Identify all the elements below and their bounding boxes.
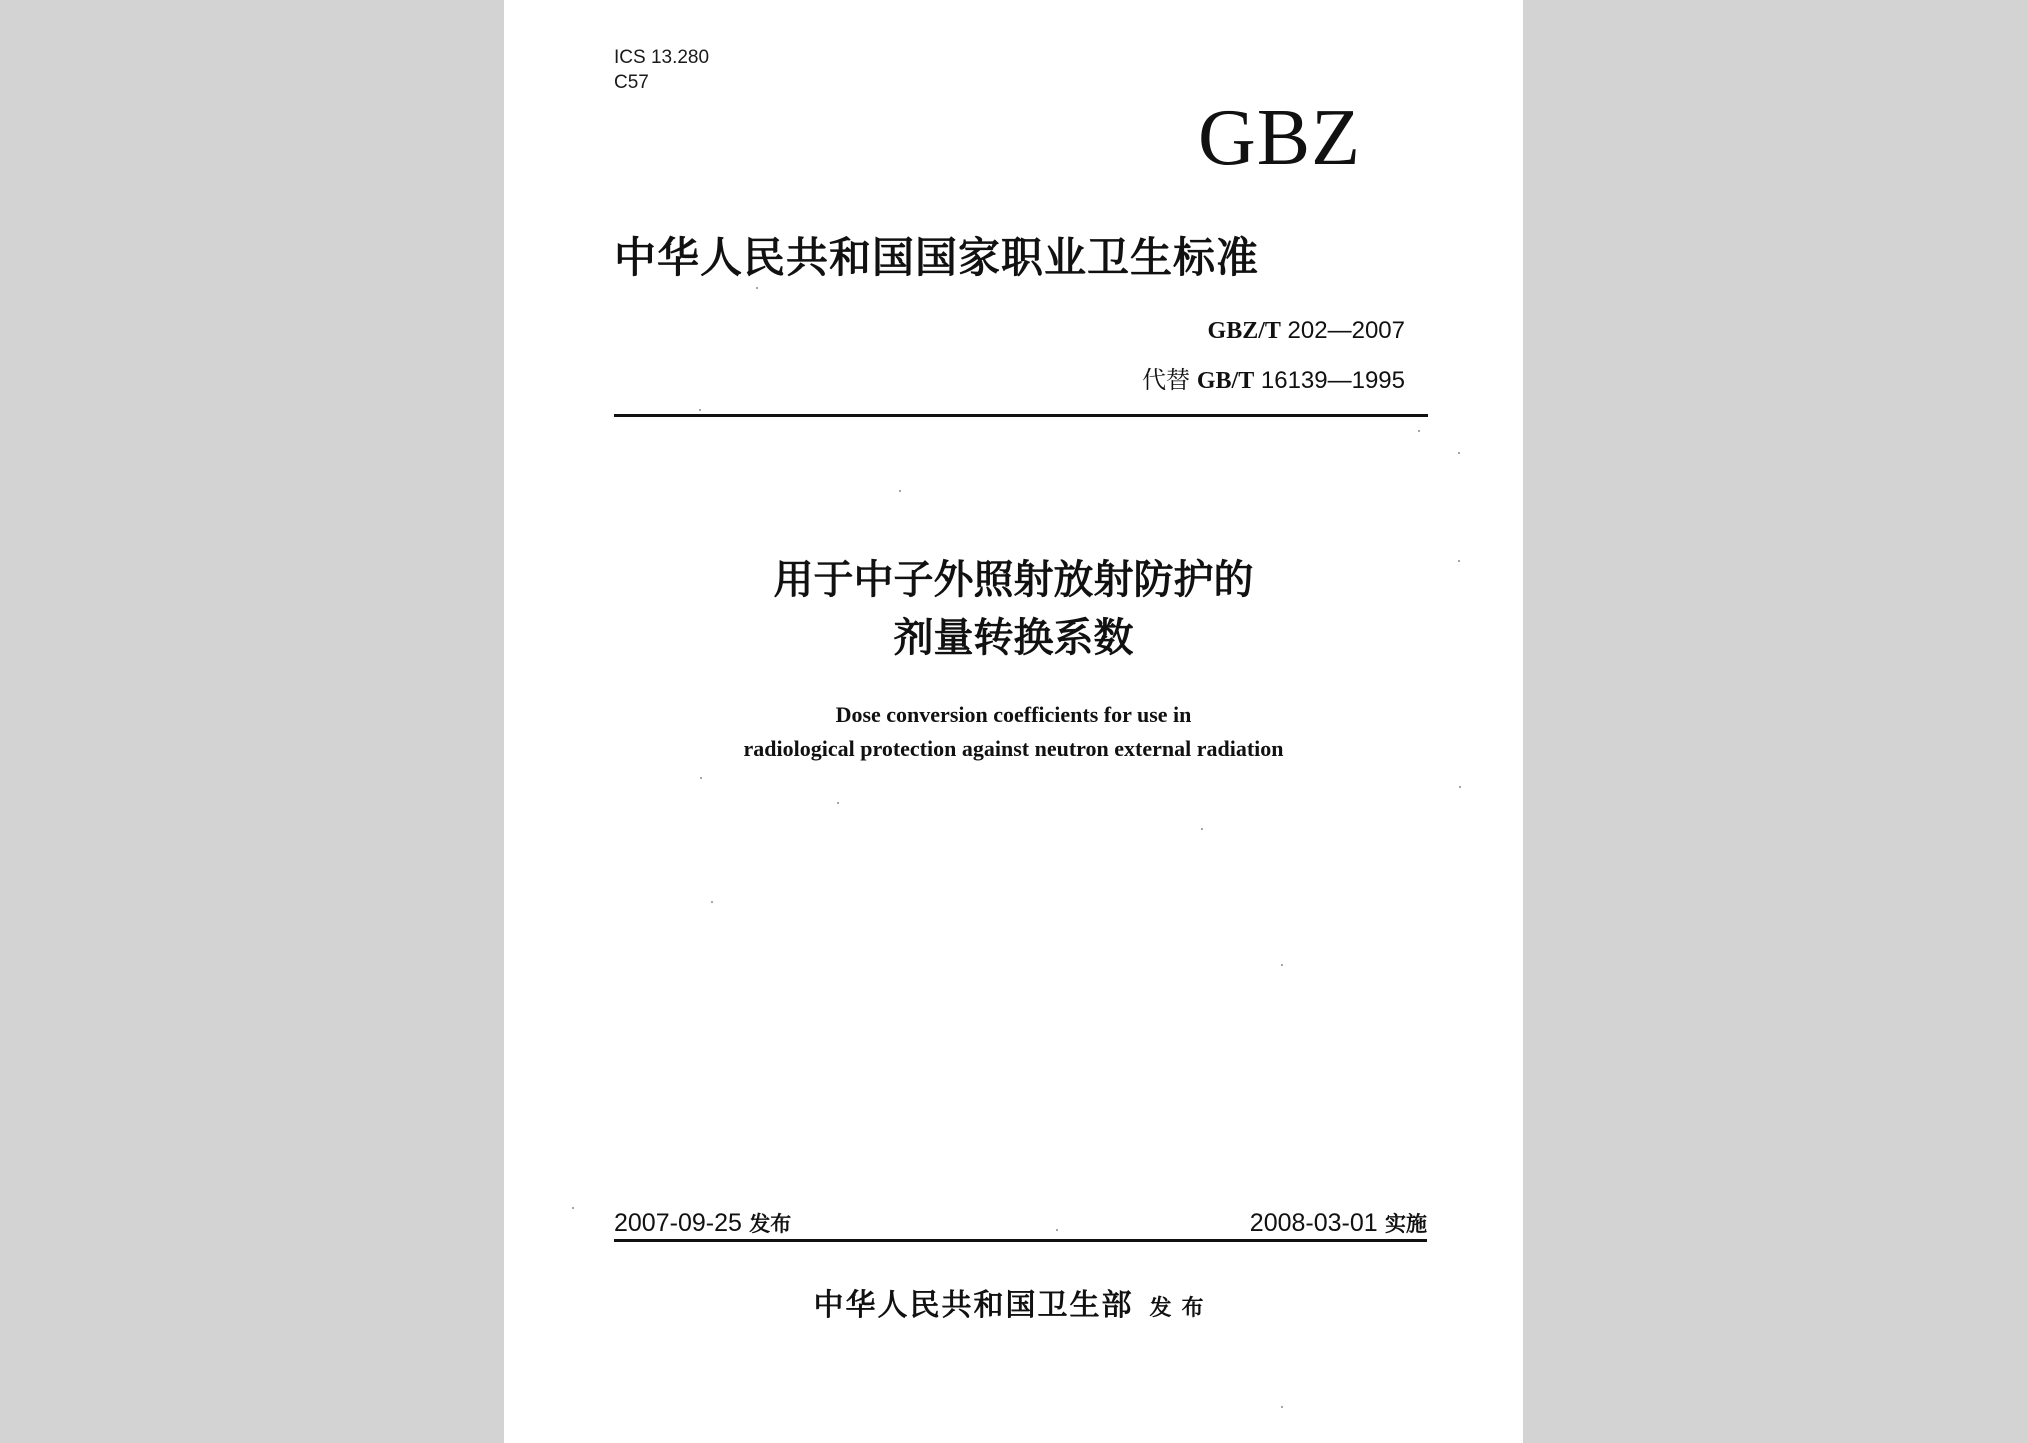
scan-speck [1459, 786, 1461, 788]
scan-speck [700, 777, 702, 779]
replaces-number: 16139—1995 [1254, 367, 1405, 394]
replaces-standard [1142, 366, 1405, 396]
scan-speck [1281, 964, 1283, 966]
issue-date-label: 发布 [741, 1212, 792, 1236]
scan-speck [1056, 1229, 1058, 1231]
scan-speck [1458, 452, 1460, 454]
gbz-logo: GBZ [1198, 94, 1361, 182]
ccs-code: C57 [614, 72, 649, 93]
scan-speck [1281, 1406, 1283, 1408]
scan-speck [711, 901, 713, 903]
replaces-prefix: GB/T [1196, 368, 1255, 394]
issuer-name: 中华人民共和国卫生部 [813, 1288, 1134, 1323]
ics-code: ICS 13.280 [614, 47, 710, 68]
implement-date-value: 2008-03-01 [1249, 1209, 1378, 1237]
scan-speck [756, 287, 758, 289]
standard-type-heading: 中华人民共和国国家职业卫生标准 [614, 233, 1260, 282]
header-divider [614, 414, 1428, 417]
issue-date [614, 1207, 791, 1240]
title-zh-line1: 用于中子外照射放射防护的 [773, 557, 1254, 603]
scan-speck [572, 1207, 574, 1209]
implement-date-label: 实施 [1377, 1212, 1427, 1236]
replaces-label: 代替 [1142, 367, 1197, 394]
issuer [504, 1286, 1523, 1328]
standard-number [1208, 316, 1405, 346]
scan-speck [699, 409, 701, 411]
scan-speck [1458, 560, 1460, 562]
implement-date [1250, 1207, 1427, 1240]
scan-speck [1418, 430, 1420, 432]
document-page [504, 0, 1523, 1443]
scan-speck [899, 490, 901, 492]
footer-divider [614, 1239, 1427, 1242]
title-en-line1: Dose conversion coefficients for use in [835, 702, 1192, 727]
scan-speck [837, 802, 839, 804]
scan-speck [1201, 828, 1203, 830]
title-zh-line2: 剂量转换系数 [893, 615, 1134, 661]
issuer-label: 发布 [1149, 1295, 1214, 1321]
standard-number-value: 202—2007 [1280, 317, 1405, 344]
title-en-line2: radiological protection against neutron external radiation [743, 736, 1284, 761]
standard-number-prefix: GBZ/T [1207, 318, 1281, 344]
issue-date-value: 2007-09-25 [614, 1209, 742, 1237]
